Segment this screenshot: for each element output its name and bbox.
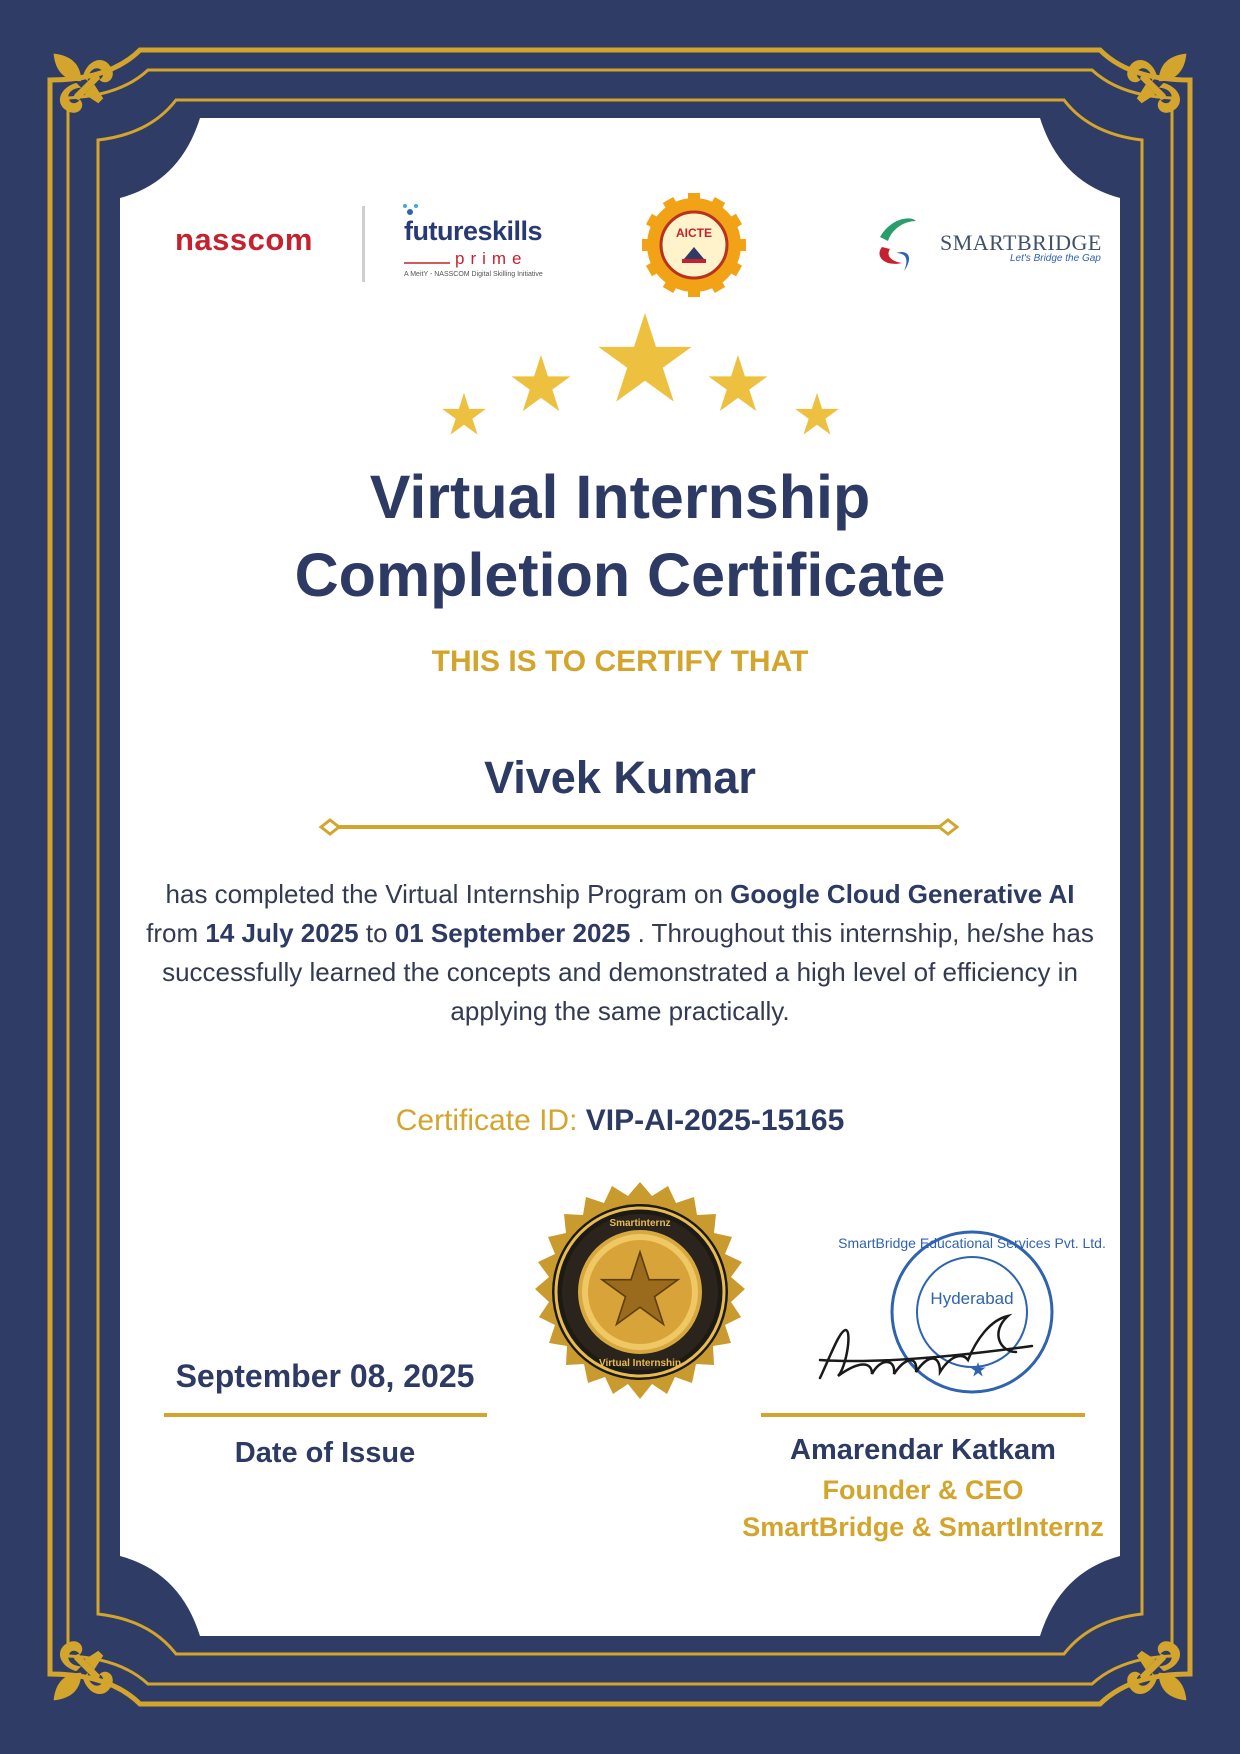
smartbridge-tagline: Let's Bridge the Gap bbox=[1010, 253, 1101, 264]
stamp-city-text: Hyderabad bbox=[930, 1289, 1014, 1308]
logo-divider bbox=[362, 206, 365, 282]
body-from: from bbox=[146, 918, 206, 948]
seal-top-text: Smartinternz bbox=[609, 1218, 671, 1229]
certificate-id-label: Certificate ID: bbox=[395, 1104, 578, 1137]
fleur-bottom-right-icon bbox=[1117, 1631, 1209, 1723]
certificate-title-line1: Virtual Internship bbox=[369, 463, 871, 531]
smartbridge-logo-text: SMARTBRIDGE bbox=[940, 230, 1102, 255]
fleur-top-left-icon bbox=[31, 31, 123, 123]
certificate-id-value: VIP-AI-2025-15165 bbox=[585, 1104, 845, 1137]
futureskills-tagline: A MeitY - NASSCOM Digital Skilling Initiative bbox=[404, 271, 543, 278]
body-suffix: . Throughout this internship, he/she has successfully learned the concepts and demonstrated a high level of efficiency in applying the same practically. bbox=[162, 918, 1094, 1026]
futureskills-prime-text: prime bbox=[455, 249, 528, 268]
certificate-body bbox=[140, 875, 1100, 1031]
signature-underline bbox=[761, 1413, 1085, 1417]
signatory-name: Amarendar Katkam bbox=[790, 1434, 1056, 1466]
recipient-name: Vivek Kumar bbox=[484, 752, 756, 803]
body-prefix: has completed the Virtual Internship Program on bbox=[165, 879, 731, 909]
start-date: 14 July 2025 bbox=[205, 918, 359, 948]
issue-date: September 08, 2025 bbox=[175, 1358, 475, 1394]
signatory-organization: SmartBridge & SmartInternz bbox=[742, 1512, 1104, 1542]
seal-bottom-text: Virtual Internship bbox=[598, 1358, 682, 1369]
certificate-id bbox=[0, 1104, 1240, 1138]
stamp-ring-text: SmartBridge Educational Services Pvt. Ltd. bbox=[838, 1235, 1106, 1251]
issue-date-label: Date of Issue bbox=[234, 1437, 416, 1469]
certificate-title-line2: Completion Certificate bbox=[294, 541, 946, 609]
program-name: Google Cloud Generative AI bbox=[730, 879, 1075, 909]
nasscom-logo: nasscom bbox=[175, 222, 313, 257]
issue-date-underline bbox=[164, 1413, 487, 1417]
end-date: 01 September 2025 bbox=[394, 918, 631, 948]
body-to: to bbox=[358, 918, 395, 948]
fleur-bottom-left-icon bbox=[31, 1631, 123, 1723]
futureskills-logo: futureskills bbox=[404, 216, 543, 246]
signatory-role: Founder & CEO bbox=[822, 1475, 1024, 1505]
svg-text:AICTE: AICTE bbox=[676, 226, 712, 240]
fleur-top-right-icon bbox=[1117, 31, 1209, 123]
certify-line: THIS IS TO CERTIFY THAT bbox=[431, 645, 809, 678]
